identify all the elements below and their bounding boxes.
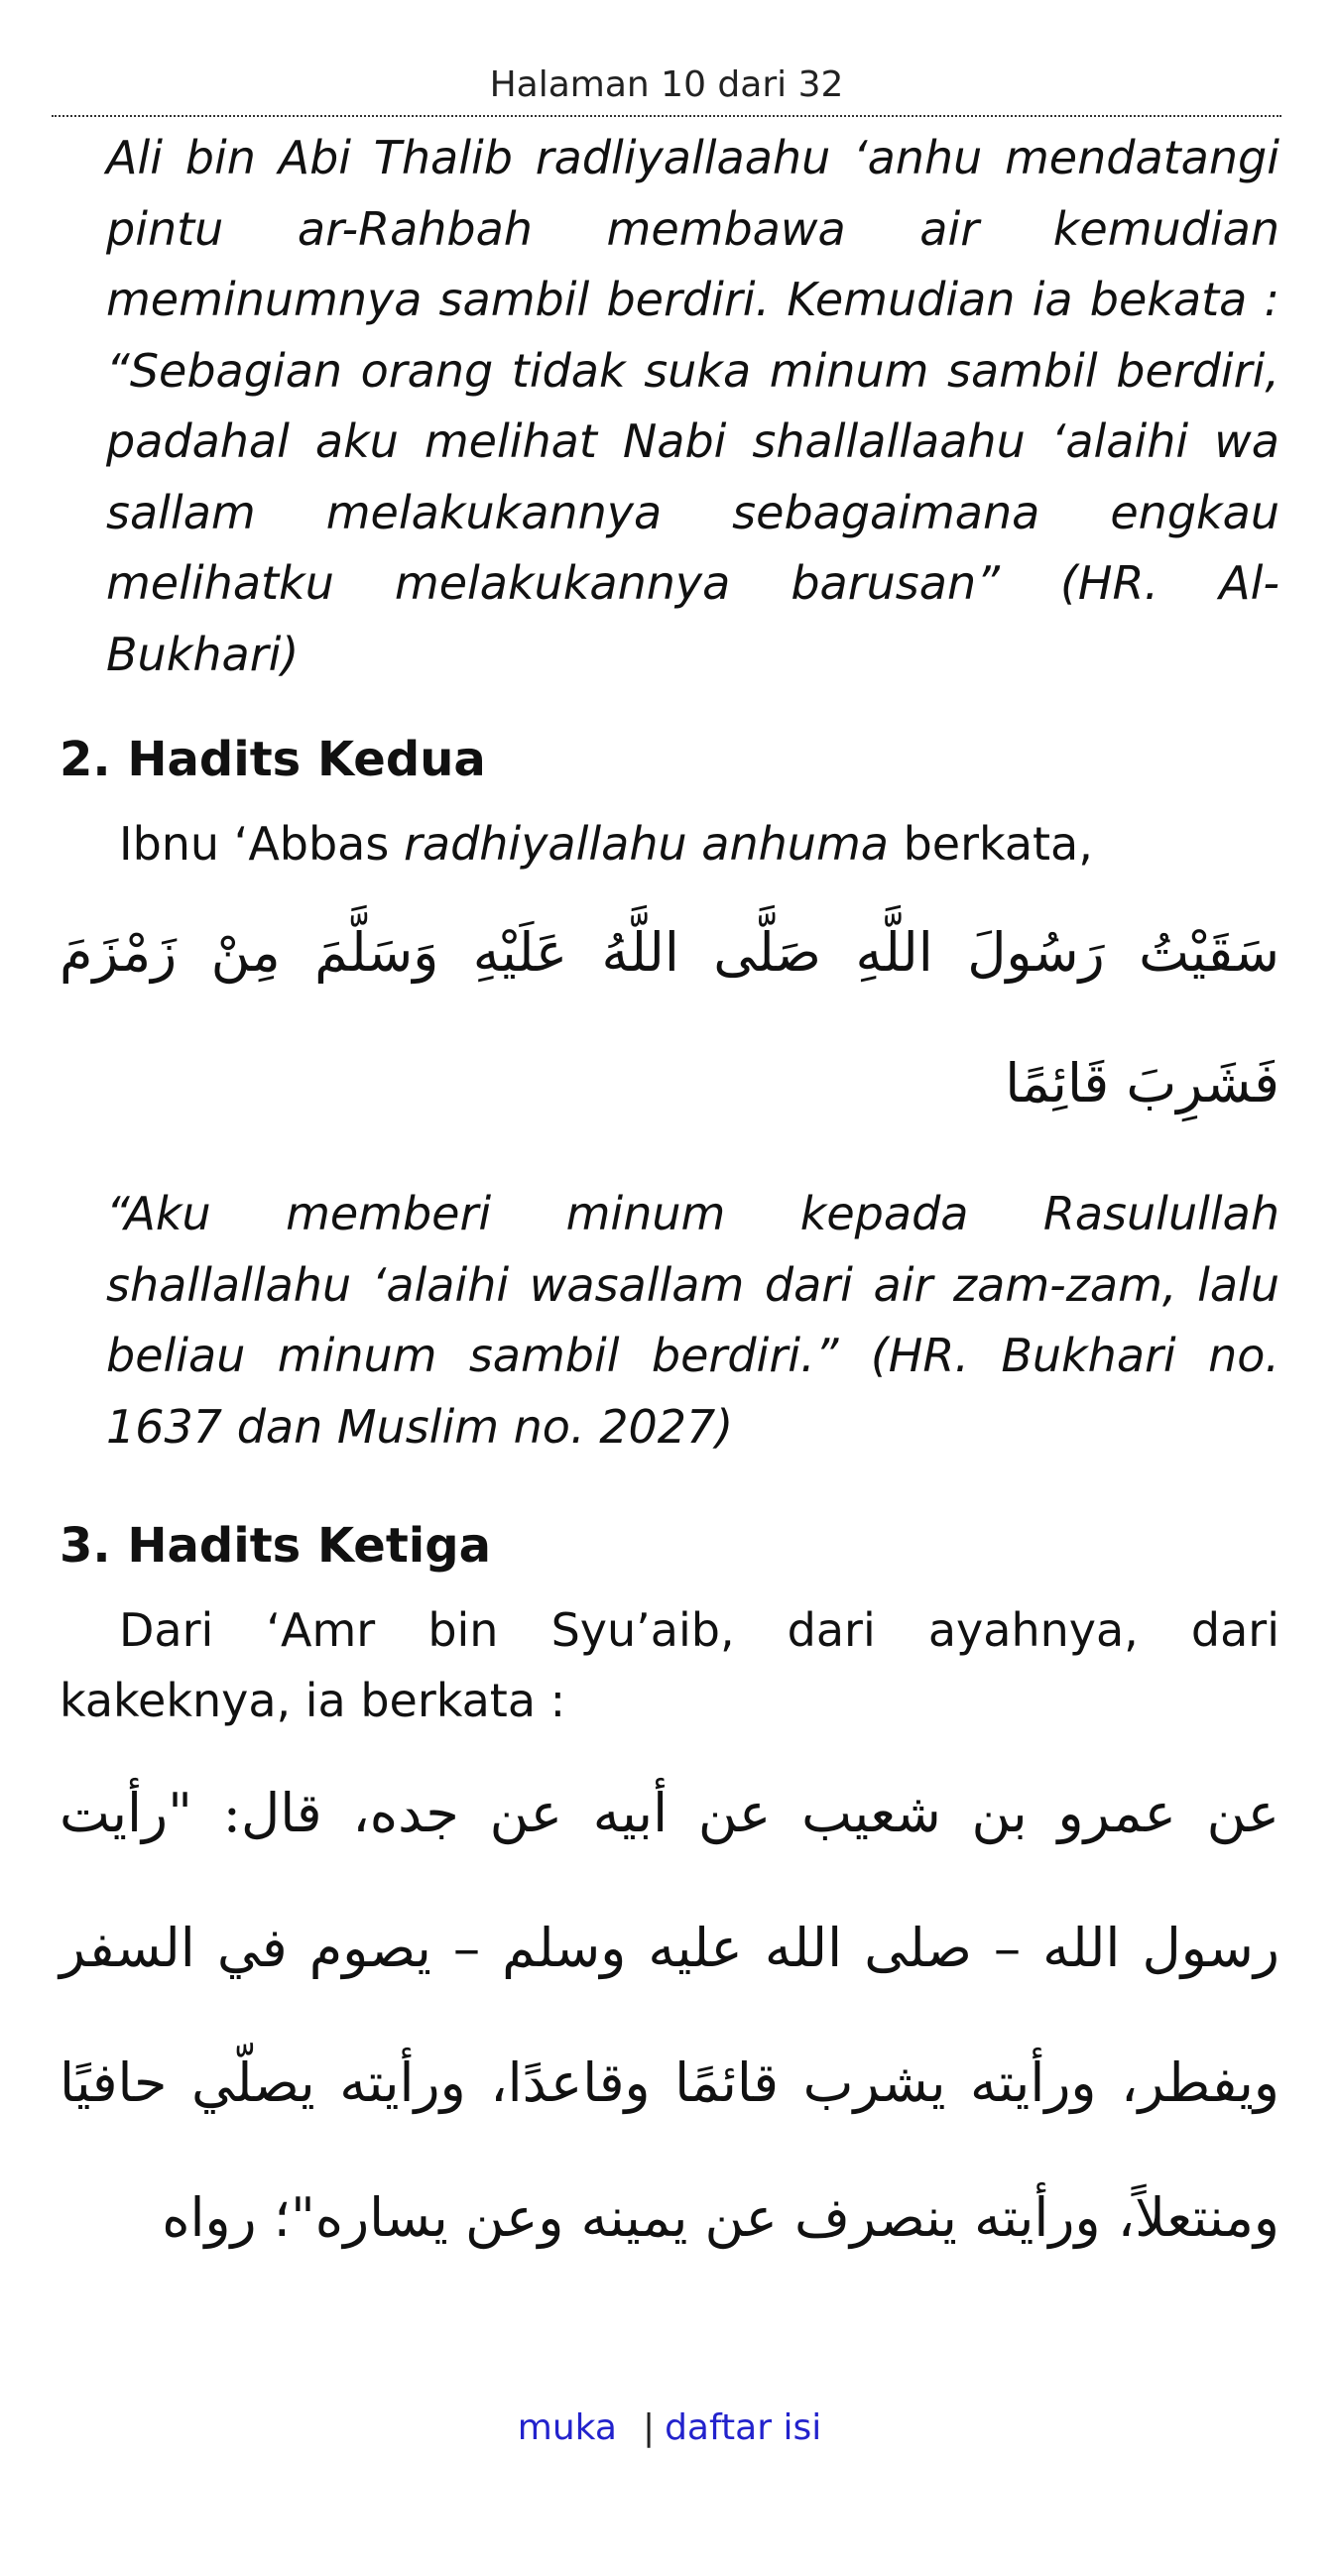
hadith-3-arabic-text: عن عمرو بن شعيب عن أبيه عن جده، قال: "رأيت رسول الله – صلى الله عليه وسلم – يصوم في السفر ويفطر، ورأيته يشرب قائمًا وقاعدًا، ورأيته يصلّي حافيًا ومنتعلاً، ورأيته ينصرف عن يمينه وعن يساره"؛ رواه — [60, 1782, 1279, 2249]
hadith-2-heading: 2. Hadits Kedua — [60, 732, 486, 787]
page-content — [60, 117, 1279, 2285]
hadith-2-intro-italic: radhiyallahu anhuma — [403, 817, 889, 871]
hadith-2-intro-end: berkata, — [888, 817, 1093, 871]
page-footer-nav — [0, 2403, 1339, 2453]
home-link[interactable]: muka — [517, 2407, 617, 2448]
hadith-2-intro — [60, 809, 1279, 879]
table-of-contents-link[interactable]: daftar isi — [665, 2407, 822, 2448]
hadith-2-translation: “Aku memberi minum kepada Rasulullah shallallahu ‘alaihi wasallam dari air zam-zam, lalu beliau minum sambil berdiri.” (HR. Bukhari no. 1637 dan Muslim no. 2027) — [106, 1187, 1279, 1454]
hadith-2-arabic-text: سَقَيْتُ رَسُولَ اللَّهِ صَلَّى اللَّهُ عَلَيْهِ وَسَلَّمَ مِنْ زَمْزَمَ فَشَرِبَ قَائِمًا — [60, 921, 1279, 1114]
hadith-2-intro-start: Ibnu ‘Abbas — [119, 817, 404, 871]
hadith-1-translation: Ali bin Abi Thalib radliyallaahu ‘anhu mendatangi pintu ar-Rahbah membawa air kemudian meminumnya sambil berdiri. Kemudian ia bekata : “Sebagian orang tidak suka minum sambil berdiri, padahal aku melihat Nabi shallallaahu ‘alaihi wa sallam melakukannya sebagaimana engkau melihatku melakukannya barusan” (HR. Al-Bukhari) — [106, 131, 1279, 681]
hadith-3-intro: Dari ‘Amr bin Syu’aib, dari ayahnya, dari kakeknya, ia berkata : — [60, 1603, 1279, 1727]
page-number-label: Halaman 10 dari 32 — [489, 64, 844, 105]
footer-separator: | — [642, 2407, 656, 2448]
hadith-3-heading: 3. Hadits Ketiga — [60, 1518, 491, 1574]
page-header — [52, 59, 1281, 117]
